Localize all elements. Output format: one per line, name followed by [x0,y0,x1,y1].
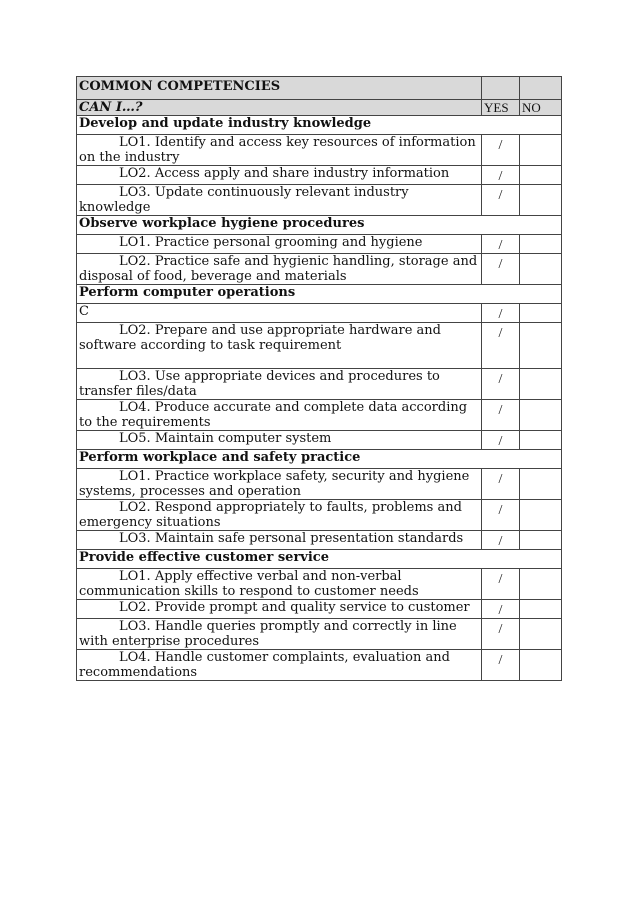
no-mark [520,469,562,500]
table-row [77,650,562,681]
yes-mark: / [482,531,520,550]
competency-item-text: LO2. Practice safe and hygienic handling, storage and disposal of food, beverage and materials [77,254,482,285]
table-row [77,166,562,185]
yes-mark: / [482,400,520,431]
table-row [77,323,562,369]
no-mark [520,650,562,681]
yes-column-header: YES [482,100,520,116]
competency-item-text: LO3. Handle queries promptly and correctly in line with enterprise procedures [77,619,482,650]
yes-mark: / [482,500,520,531]
no-mark [520,304,562,323]
yes-mark: / [482,235,520,254]
table-row [77,235,562,254]
header-columns-row [77,100,562,116]
table-row [77,500,562,531]
header-title-row [77,77,562,100]
yes-mark: / [482,254,520,285]
competency-item-text: LO1. Practice personal grooming and hygiene [77,235,482,254]
competency-item-text: LO1. Practice workplace safety, security and hygiene systems, processes and operation [77,469,482,500]
no-mark [520,431,562,450]
no-mark [520,235,562,254]
section-header-row [77,550,562,569]
competency-item-text: LO1. Apply effective verbal and non-verbal communication skills to respond to customer needs [77,569,482,600]
competency-item-text: LO2. Access apply and share industry information [77,166,482,185]
yes-mark: / [482,185,520,216]
table-row [77,431,562,450]
section-title: Perform computer operations [77,285,562,304]
table-row [77,600,562,619]
competency-item-text: LO2. Provide prompt and quality service to customer [77,600,482,619]
yes-mark: / [482,369,520,400]
competency-item-text: LO2. Respond appropriately to faults, problems and emergency situations [77,500,482,531]
no-mark [520,619,562,650]
no-mark [520,400,562,431]
yes-mark: / [482,304,520,323]
table-row [77,185,562,216]
competency-checklist-table [76,76,562,681]
section-header-row [77,216,562,235]
yes-mark: / [482,166,520,185]
no-mark [520,185,562,216]
section-header-row [77,116,562,135]
section-title: Observe workplace hygiene procedures [77,216,562,235]
table-row [77,400,562,431]
yes-mark: / [482,323,520,369]
no-mark [520,254,562,285]
competency-item-text: LO4. Produce accurate and complete data according to the requirements [77,400,482,431]
no-mark [520,569,562,600]
table-row [77,469,562,500]
header-blank-cell [482,77,520,100]
competency-item-text: LO3. Use appropriate devices and procedures to transfer files/data [77,369,482,400]
table-row [77,254,562,285]
no-mark [520,369,562,400]
competency-item-text: LO5. Maintain computer system [77,431,482,450]
table-row [77,569,562,600]
yes-mark: / [482,600,520,619]
can-i-label: CAN I…? [77,100,482,116]
competency-item-text: LO3. Maintain safe personal presentation standards [77,531,482,550]
table-row [77,369,562,400]
yes-mark: / [482,431,520,450]
yes-mark: / [482,135,520,166]
section-header-row [77,285,562,304]
section-header-row [77,450,562,469]
no-mark [520,166,562,185]
no-column-header: NO [520,100,562,116]
competency-item-text: LO4. Handle customer complaints, evaluation and recommendations [77,650,482,681]
yes-mark: / [482,650,520,681]
section-title: Develop and update industry knowledge [77,116,562,135]
table-title: COMMON COMPETENCIES [77,77,482,100]
no-mark [520,323,562,369]
table-row [77,135,562,166]
yes-mark: / [482,569,520,600]
section-title: Perform workplace and safety practice [77,450,562,469]
no-mark [520,135,562,166]
header-blank-cell [520,77,562,100]
competency-item-text: LO3. Update continuously relevant industry knowledge [77,185,482,216]
table-row [77,619,562,650]
no-mark [520,531,562,550]
competency-item-text: LO1. Identify and access key resources of information on the industry [77,135,482,166]
yes-mark: / [482,619,520,650]
no-mark [520,600,562,619]
no-mark [520,500,562,531]
section-title: Provide effective customer service [77,550,562,569]
yes-mark: / [482,469,520,500]
competency-item-text: LO2. Prepare and use appropriate hardware and software according to task requirement [77,323,482,369]
table-row [77,304,562,323]
competency-item-text: C [77,304,482,323]
table-row [77,531,562,550]
